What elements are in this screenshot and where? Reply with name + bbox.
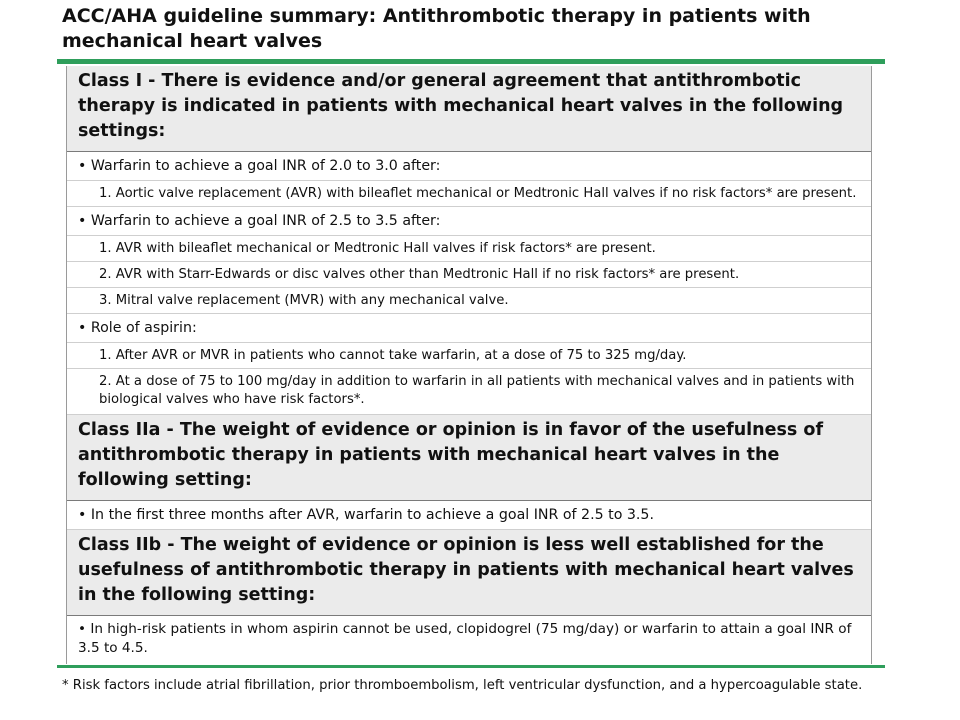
footnote: * Risk factors include atrial fibrillation, prior thromboembolism, left ventricular dysfunction, and a hypercoagulable state.: [62, 678, 863, 693]
top-divider: [57, 59, 885, 64]
table-row: • Role of aspirin:: [67, 314, 871, 343]
guideline-table: [66, 66, 872, 664]
class-i-header: Class I - There is evidence and/or general agreement that antithrombotic therapy is indicated in patients with mechanical heart valves in the following settings:: [67, 66, 871, 152]
table-row: 1. Aortic valve replacement (AVR) with bileaflet mechanical or Medtronic Hall valves if no risk factors* are present.: [67, 181, 871, 207]
bottom-divider: [57, 665, 885, 668]
table-row: • In the first three months after AVR, warfarin to achieve a goal INR of 2.5 to 3.5.: [67, 501, 871, 530]
class-iib-header: Class IIb - The weight of evidence or opinion is less well established for the usefulness of antithrombotic therapy in patients with mechanical heart valves in the following setting:: [67, 530, 871, 616]
table-row: 2. At a dose of 75 to 100 mg/day in addition to warfarin in all patients with mechanical valves and in patients with biological valves who have risk factors*.: [67, 369, 871, 415]
table-row: 3. Mitral valve replacement (MVR) with any mechanical valve.: [67, 288, 871, 314]
table-row: 1. AVR with bileaflet mechanical or Medtronic Hall valves if risk factors* are present.: [67, 236, 871, 262]
table-row: • Warfarin to achieve a goal INR of 2.0 to 3.0 after:: [67, 152, 871, 181]
table-row: • Warfarin to achieve a goal INR of 2.5 to 3.5 after:: [67, 207, 871, 236]
table-row: 1. After AVR or MVR in patients who cannot take warfarin, at a dose of 75 to 325 mg/day.: [67, 343, 871, 369]
page-title: ACC/AHA guideline summary: Antithrombotic therapy in patients with mechanical heart valves: [62, 5, 811, 52]
class-iia-header: Class IIa - The weight of evidence or opinion is in favor of the usefulness of antithrombotic therapy in patients with mechanical heart valves in the following setting:: [67, 415, 871, 501]
table-row: • In high-risk patients in whom aspirin cannot be used, clopidogrel (75 mg/day) or warfarin to attain a goal INR of 3.5 to 4.5.: [78, 621, 852, 656]
table-row: 2. AVR with Starr-Edwards or disc valves other than Medtronic Hall if no risk factors* are present.: [67, 262, 871, 288]
